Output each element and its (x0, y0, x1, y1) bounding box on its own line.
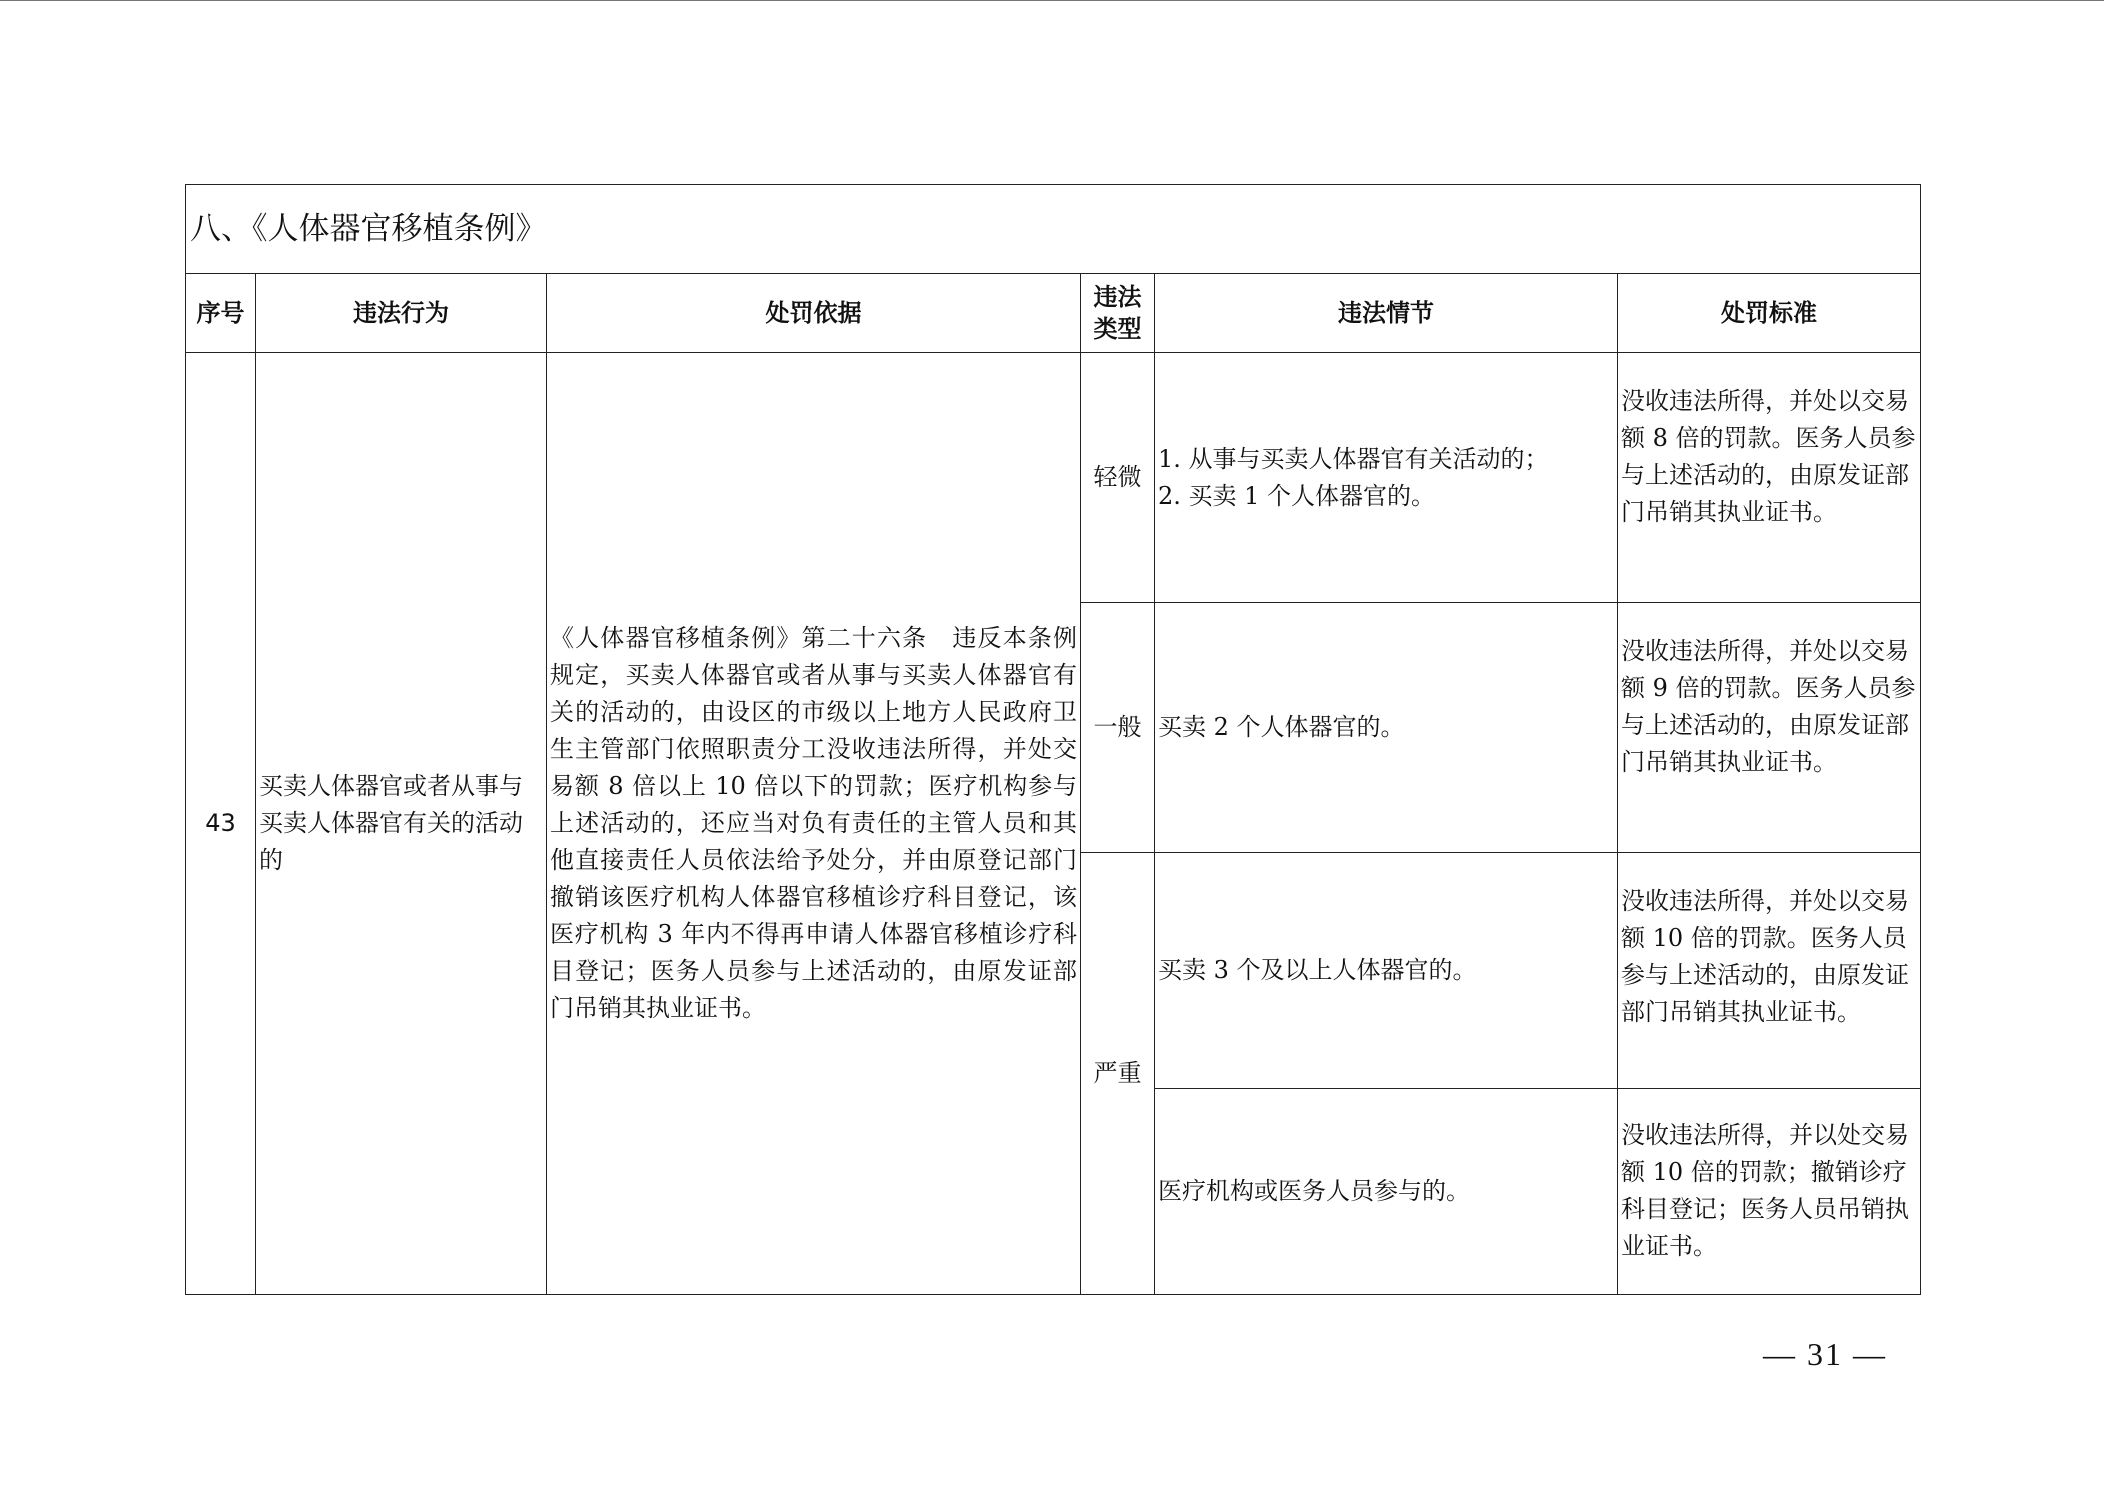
header-violation: 违法行为 (256, 274, 547, 353)
level-standard-serious-2: 没收违法所得，并以处交易额 10 倍的罚款；撤销诊疗科目登记；医务人员吊销执业证书。 (1618, 1089, 1921, 1295)
header-standard: 处罚标准 (1618, 274, 1921, 353)
circumstance-line: 买卖 2 个人体器官的。 (1158, 713, 1405, 741)
level-circumstance-serious-2 (1155, 1089, 1618, 1295)
header-violation-type: 违法类型 (1081, 274, 1155, 353)
header-seq: 序号 (186, 274, 256, 353)
level-type-minor: 轻微 (1081, 353, 1155, 603)
page-top-rule (0, 0, 2104, 1)
page-number: — 31 — (1763, 1336, 1887, 1372)
circumstance-line: 医疗机构或医务人员参与的。 (1158, 1177, 1470, 1205)
level-type-serious: 严重 (1081, 853, 1155, 1295)
circumstance-line: 2. 买卖 1 个人体器官的。 (1158, 481, 1436, 510)
row-seq-number: 43 (186, 353, 256, 1295)
section-title: 八、《人体器官移植条例》 (186, 185, 1921, 274)
row-violation-behavior: 买卖人体器官或者从事与买卖人体器官有关的活动的 (256, 353, 547, 1295)
level-standard-minor: 没收违法所得，并处以交易额 8 倍的罚款。医务人员参与上述活动的，由原发证部门吊销其执业证书。 (1618, 353, 1921, 603)
level-circumstance-general (1155, 603, 1618, 853)
level-circumstance-minor (1155, 353, 1618, 603)
level-standard-general: 没收违法所得，并处以交易额 9 倍的罚款。医务人员参与上述活动的，由原发证部门吊销其执业证书。 (1618, 603, 1921, 853)
level-standard-serious-1: 没收违法所得，并处以交易额 10 倍的罚款。医务人员参与上述活动的，由原发证部门吊销其执业证书。 (1618, 853, 1921, 1089)
level-type-general: 一般 (1081, 603, 1155, 853)
level-circumstance-serious-1 (1155, 853, 1618, 1089)
penalty-standards-table (185, 184, 1921, 1295)
header-circumstance: 违法情节 (1155, 274, 1618, 353)
header-basis: 处罚依据 (547, 274, 1081, 353)
row-penalty-basis: 《人体器官移植条例》第二十六条 违反本条例规定，买卖人体器官或者从事与买卖人体器官有关的活动的，由设区的市级以上地方人民政府卫生主管部门依照职责分工没收违法所得，并处交易额 8 倍以上 10 倍以下的罚款；医疗机构参与上述活动的，还应当对负有责任的主管人员和其他直接责任人员依法给予处分，并由原登记部门撤销该医疗机构人体器官移植诊疗科目登记，该医疗机构 3 年内不得再申请人体器官移植诊疗科目登记；医务人员参与上述活动的，由原发证部门吊销其执业证书。 (547, 353, 1081, 1295)
circumstance-line: 买卖 3 个及以上人体器官的。 (1158, 956, 1477, 984)
circumstance-line: 1. 从事与买卖人体器官有关活动的； (1158, 444, 1549, 473)
